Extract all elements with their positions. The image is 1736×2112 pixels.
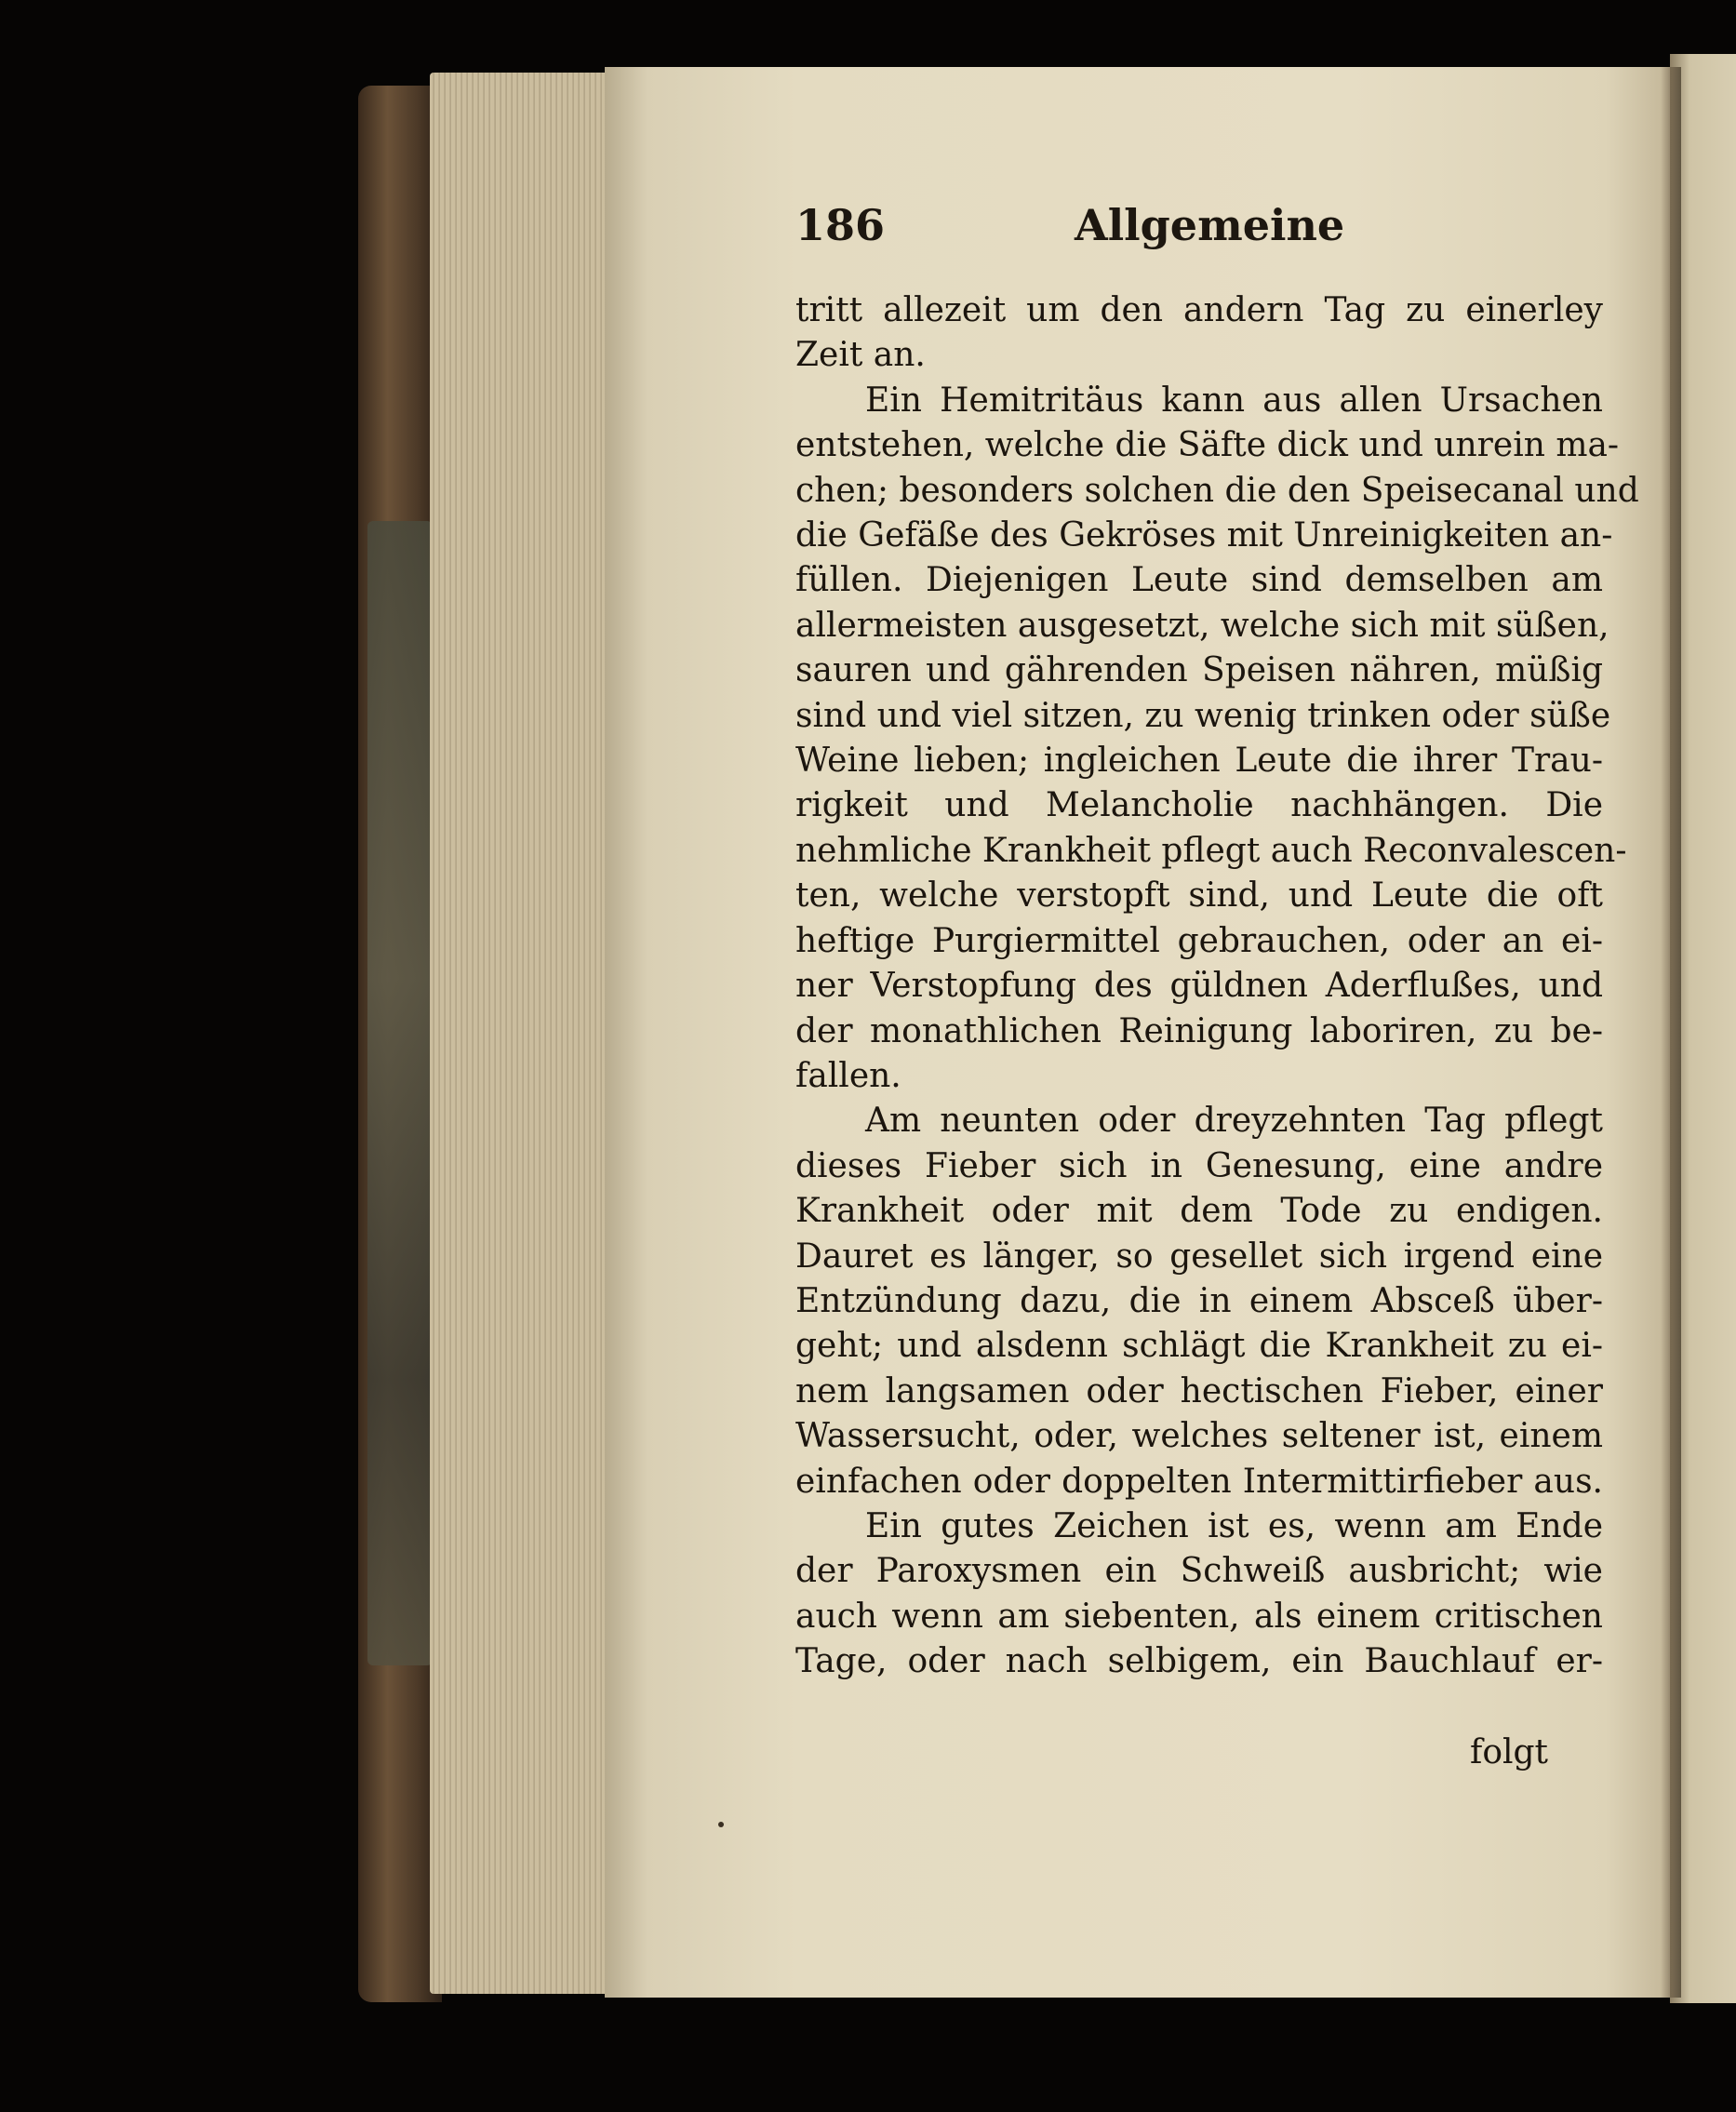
running-title: Allgemeine	[1075, 200, 1345, 250]
body-text	[795, 288, 1639, 1685]
text-line: auch wenn am siebenten, als einem critischen	[795, 1597, 1603, 1636]
text-line: tritt allezeit um den andern Tag zu einerley	[795, 291, 1603, 329]
text-line: Ein Hemitritäus kann aus allen Ursachen	[865, 381, 1603, 420]
text-line: allermeisten ausgesetzt, welche sich mit süßen,	[795, 606, 1609, 645]
catchword: folgt	[1470, 1733, 1549, 1771]
text-line: nehmliche Krankheit pflegt auch Reconvalescen-	[795, 831, 1627, 870]
page-gutter-shadow	[1661, 67, 1681, 1998]
text-line: der monathlichen Reinigung laboriren, zu be-	[795, 1011, 1603, 1050]
text-line: ten, welche verstopft sind, und Leute die oft	[795, 876, 1603, 916]
page-stack-edges	[430, 73, 616, 1994]
text-line: Ein gutes Zeichen ist es, wenn am Ende	[865, 1506, 1603, 1545]
text-line: füllen. Diejenigen Leute sind demselben am	[795, 561, 1603, 600]
text-line: ner Verstopfung des güldnen Aderflußes, und	[795, 967, 1603, 1006]
page-number: 186	[795, 200, 886, 250]
text-line: Weine lieben; ingleichen Leute die ihrer Trau-	[795, 742, 1603, 781]
text-line: heftige Purgiermittel gebrauchen, oder an ei-	[795, 921, 1603, 960]
text-line: Entzündung dazu, die in einem Absceß über-	[795, 1281, 1603, 1320]
page-header	[795, 200, 1596, 265]
text-line: nem langsamen oder hectischen Fieber, einer	[795, 1371, 1603, 1410]
text-line: Am neunten oder dreyzehnten Tag pflegt	[865, 1102, 1603, 1141]
text-line: Krankheit oder mit dem Tode zu endigen.	[795, 1192, 1603, 1231]
text-line: sauren und gährenden Speisen nähren, müßig	[795, 651, 1603, 690]
text-line: Dauret es länger, so gesellet sich irgend eine	[795, 1236, 1603, 1276]
text-line: der Paroxysmen ein Schweiß ausbricht; wie	[795, 1552, 1603, 1591]
text-line: die Gefäße des Gekröses mit Unreinigkeiten an-	[795, 516, 1613, 555]
text-line: chen; besonders solchen die den Speisecanal und	[795, 471, 1639, 510]
text-line: sind und viel sitzen, zu wenig trinken oder süße	[795, 696, 1611, 735]
text-line: Tage, oder nach selbigem, ein Bauchlauf er-	[795, 1642, 1603, 1681]
text-line: geht; und alsdenn schlägt die Krankheit zu ei-	[795, 1327, 1603, 1366]
text-line: Zeit an.	[795, 336, 926, 375]
text-line: Wassersucht, oder, welches seltener ist, einem	[795, 1417, 1603, 1456]
paper-speck	[718, 1822, 724, 1827]
text-line: rigkeit und Melancholie nachhängen. Die	[795, 786, 1603, 825]
cover-mottled-leather	[367, 521, 433, 1665]
text-line: fallen.	[795, 1056, 901, 1095]
text-line: dieses Fieber sich in Genesung, eine andre	[795, 1146, 1603, 1185]
text-line: entstehen, welche die Säfte dick und unrein ma-	[795, 426, 1620, 465]
text-line: einfachen oder doppelten Intermittirfieber aus.	[795, 1462, 1603, 1501]
